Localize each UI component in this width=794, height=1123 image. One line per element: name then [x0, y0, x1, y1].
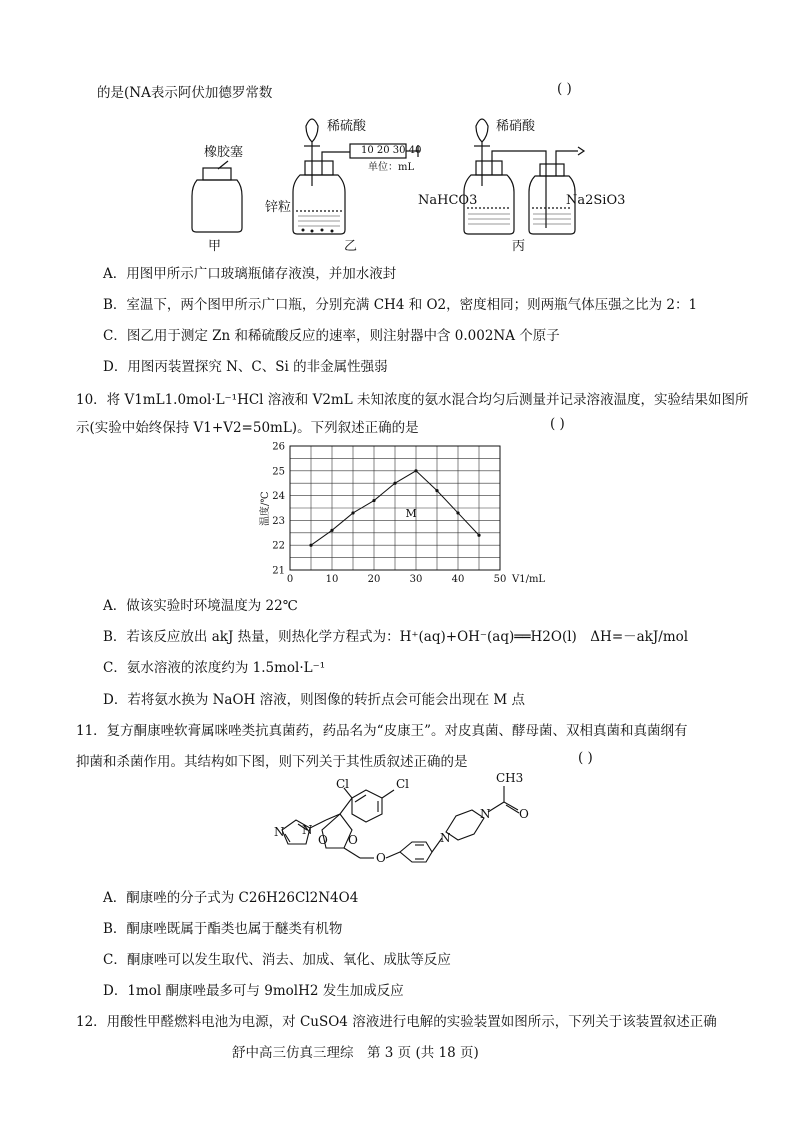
q10-option-a: A．做该实验时环境温度为 22℃ — [103, 598, 298, 614]
q9-option-c: C．图乙用于测定 Zn 和稀硫酸反应的速率，则注射器中含 0.002NA 个原子 — [103, 328, 560, 344]
q11-option-a: A．酮康唑的分子式为 C26H26Cl2N4O4 — [103, 890, 359, 906]
q11-stem-line2: 抑菌和杀菌作用。其结构如下图，则下列关于其性质叙述正确的是 — [76, 754, 468, 770]
q11-option-d: D．1mol 酮康唑最多可与 9molH2 发生加成反应 — [103, 983, 404, 999]
label-bing: 丙 — [512, 239, 526, 254]
q9-stem-tail: 的是(NA表示阿伏加德罗常数 — [97, 85, 273, 101]
atom-cl1: Cl — [336, 777, 350, 791]
data-point — [393, 482, 396, 485]
x-tick-label: 20 — [367, 574, 381, 585]
atom-ch3: CH3 — [496, 772, 524, 785]
label-jia: 甲 — [208, 239, 222, 254]
y-tick-label: 23 — [272, 515, 285, 527]
data-point — [456, 511, 459, 514]
atom-n3: N — [440, 831, 451, 845]
label-na2sio3: Na2SiO3 — [566, 193, 626, 208]
q11-option-c: C．酮康唑可以发生取代、消去、加成、氧化、成肽等反应 — [103, 952, 451, 968]
q10-option-b: B．若该反应放出 akJ 热量，则热化学方程式为：H⁺(aq)+OH⁻(aq)══H2O(l) ΔH=－akJ/mol — [103, 629, 689, 645]
q12-stem-line1: 12．用酸性甲醛燃料电池为电源，对 CuSO4 溶液进行电解的实验装置如图所示，下列关于该装置叙述正确 — [76, 1014, 717, 1030]
atom-cl2: Cl — [396, 777, 410, 791]
chart-grid — [290, 446, 500, 570]
temperature-chart — [250, 436, 550, 586]
y-tick-label: 22 — [272, 540, 285, 552]
ketoconazole-structure — [260, 772, 550, 882]
data-point — [309, 544, 312, 547]
x-tick-label: 40 — [451, 574, 465, 585]
q9-option-a: A．用图甲所示广口玻璃瓶储存液溴，并加水液封 — [103, 266, 397, 282]
y-tick-label: 24 — [272, 491, 285, 503]
q10-option-c: C．氨水溶液的浓度约为 1.5mol·L⁻¹ — [103, 660, 326, 676]
atom-n1: N — [302, 823, 313, 837]
q10-stem-line2: 示(实验中始终保持 V1+V2=50mL)。下列叙述正确的是 — [76, 420, 419, 436]
label-syringe-unit: 单位：mL — [368, 162, 415, 173]
data-point — [414, 469, 417, 472]
q10-stem-line1: 10．将 V1mL1.0mol·L⁻¹HCl 溶液和 V2mL 未知浓度的氨水混合均匀后测量并记录溶液温度，实验结果如图所 — [76, 392, 749, 408]
data-point — [435, 489, 438, 492]
atom-o1: O — [318, 833, 328, 847]
q9-answer-bracket: ( ) — [557, 81, 572, 97]
flask-bing-2 — [529, 147, 584, 234]
atom-n2: N — [274, 825, 285, 839]
label-rubber-stopper: 橡胶塞 — [204, 145, 244, 160]
q10-option-d: D．若将氨水换为 NaOH 溶液，则图像的转折点会可能会出现在 M 点 — [103, 692, 526, 708]
annotation-m: M — [405, 506, 417, 520]
label-dilute-hno3: 稀硝酸 — [496, 119, 536, 134]
atom-o2: O — [348, 833, 358, 847]
y-tick-label: 25 — [272, 466, 285, 478]
flask-yi — [293, 119, 420, 234]
q9-option-b: B．室温下，两个图甲所示广口瓶，分别充满 CH4 和 O2，密度相同；则两瓶气体压强之比为 2：1 — [103, 297, 698, 313]
data-point — [372, 499, 375, 502]
atom-o3: O — [376, 851, 386, 865]
y-tick-label: 21 — [272, 565, 285, 577]
x-tick-label: 10 — [325, 574, 339, 585]
x-tick-label: 0 — [286, 574, 294, 585]
page-footer: 舒中高三仿真三理综 第 3 页 (共 18 页) — [232, 1045, 479, 1061]
x-tick-label: 30 — [409, 574, 423, 585]
y-tick-label: 26 — [272, 441, 285, 453]
x-tick-label: 50 — [493, 574, 507, 585]
q11-stem-line1: 11．复方酮康唑软膏属咪唑类抗真菌药，药品名为“皮康王”。对皮真菌、酵母菌、双相真菌和真菌纲有 — [76, 723, 688, 739]
y-axis-label: 温度/℃ — [260, 491, 271, 526]
label-nahco3: NaHCO3 — [418, 193, 478, 208]
label-syringe-scale: 10 20 30 40 — [361, 145, 422, 156]
data-point — [351, 511, 354, 514]
data-point — [330, 529, 333, 532]
label-dilute-h2so4: 稀硫酸 — [327, 119, 367, 134]
q11-answer-bracket: ( ) — [578, 750, 593, 766]
atom-o4: O — [519, 807, 529, 821]
x-axis-label: V1/mL — [512, 574, 546, 585]
q9-option-d: D．用图丙装置探究 N、C、Si 的非金属性强弱 — [103, 359, 388, 375]
q10-answer-bracket: ( ) — [550, 416, 565, 432]
data-point — [477, 534, 480, 537]
flask-bing-1 — [464, 119, 546, 234]
q11-option-b: B．酮康唑既属于酯类也属于醚类有机物 — [103, 921, 343, 937]
bottle-jia — [192, 161, 242, 232]
label-zinc: 锌粒 — [265, 200, 292, 215]
atom-n4: N — [480, 807, 491, 821]
q9-apparatus-figure — [0, 106, 794, 256]
label-yi: 乙 — [344, 239, 358, 254]
